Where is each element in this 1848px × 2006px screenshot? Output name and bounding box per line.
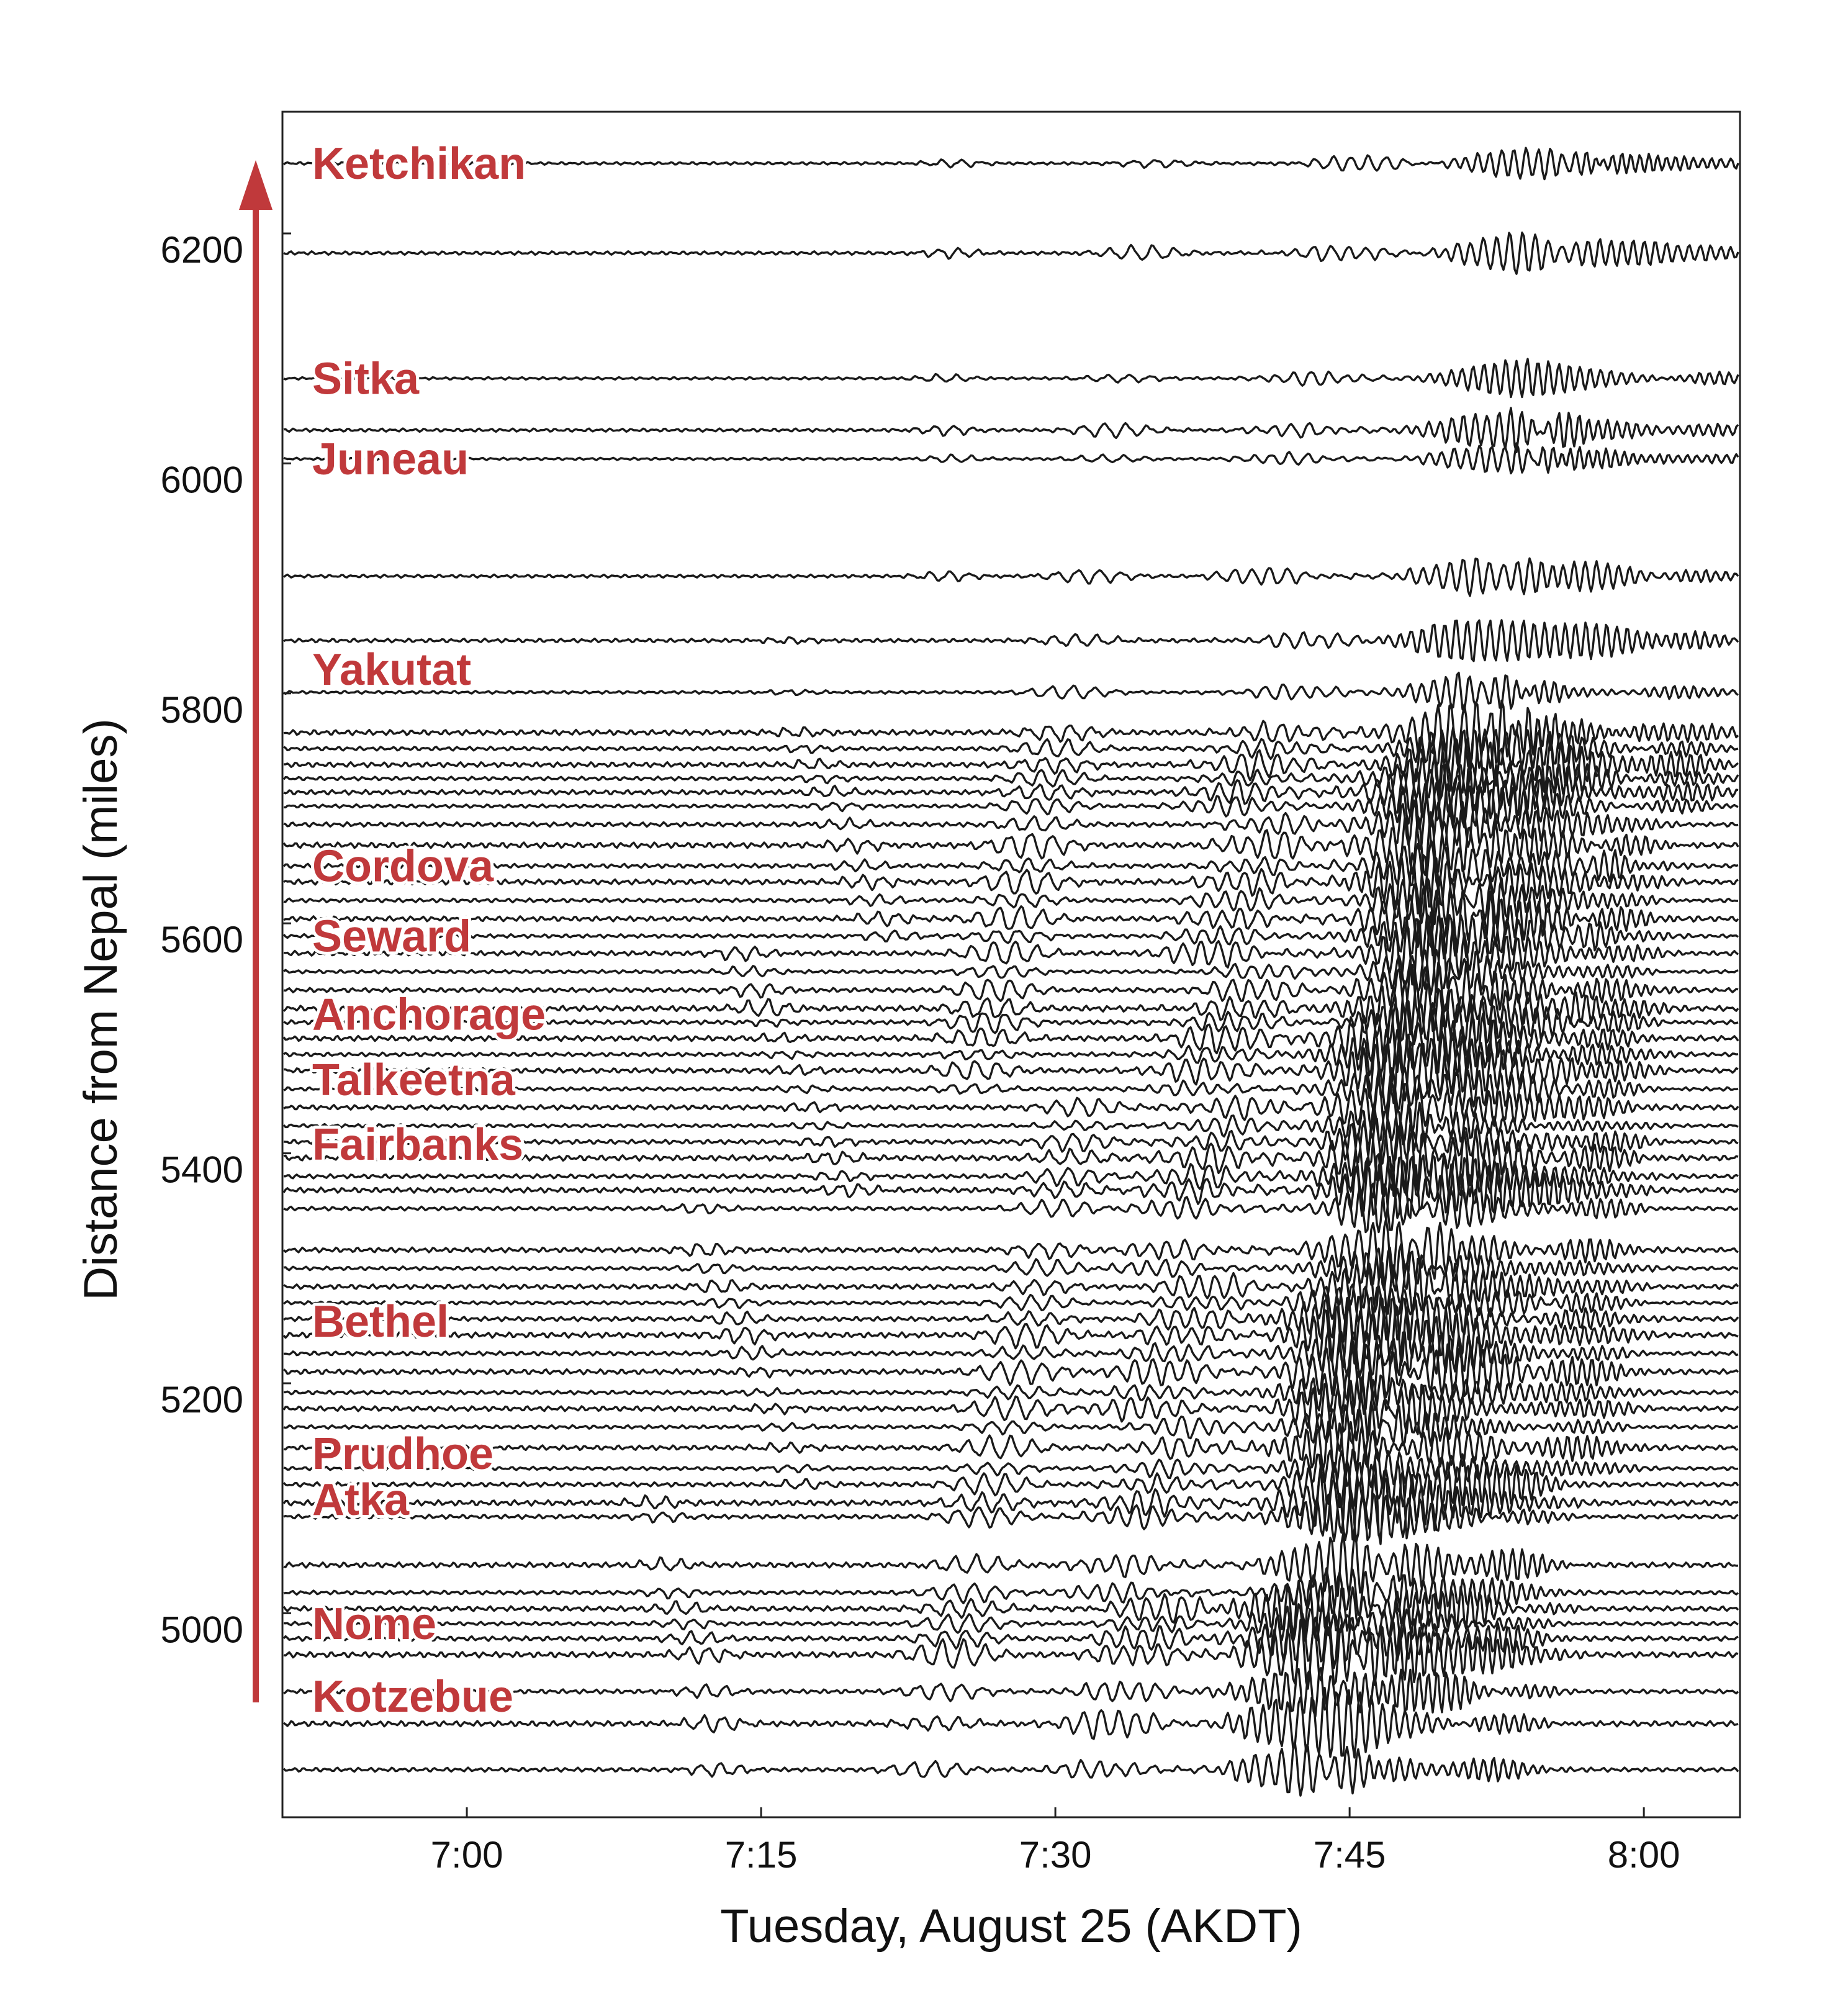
arrow-head <box>239 160 273 210</box>
y-axis <box>161 229 291 1650</box>
y-tick-label: 5000 <box>160 1609 243 1651</box>
station-label: Ketchikan <box>312 139 526 189</box>
station-label: Seward <box>312 911 472 962</box>
x-tick-label: 7:00 <box>430 1834 503 1876</box>
seismogram-trace <box>284 673 1738 712</box>
seismogram-trace <box>284 359 1738 397</box>
x-axis-title: Tuesday, August 25 (AKDT) <box>720 1900 1302 1953</box>
x-tick-label: 8:00 <box>1607 1834 1680 1876</box>
station-label: Fairbanks <box>312 1119 524 1170</box>
y-tick-label: 5200 <box>160 1379 243 1421</box>
seismogram-trace <box>284 620 1738 661</box>
station-label: Atka <box>312 1475 410 1525</box>
seismogram-trace <box>284 443 1738 473</box>
y-tick-label: 6000 <box>160 459 243 501</box>
y-axis-title: Distance from Nepal (miles) <box>74 718 127 1301</box>
x-tick-label: 7:30 <box>1019 1834 1092 1876</box>
seismogram-trace <box>284 408 1738 452</box>
y-tick-label: 6200 <box>160 229 243 271</box>
station-label: Juneau <box>312 435 469 485</box>
seismogram-trace <box>284 1340 1738 1403</box>
station-label: Kotzebue <box>312 1671 513 1722</box>
station-label: Anchorage <box>312 990 546 1040</box>
x-tick-label: 7:15 <box>724 1834 798 1876</box>
station-label: Yakutat <box>312 645 472 695</box>
seismogram-trace <box>284 233 1738 274</box>
seismogram-trace <box>284 558 1738 596</box>
seismogram-trace <box>284 1219 1738 1282</box>
station-label: Prudhoe <box>312 1429 494 1479</box>
station-label: Nome <box>312 1599 437 1650</box>
station-label: Sitka <box>312 354 420 404</box>
station-label: Talkeetna <box>312 1055 515 1106</box>
distance-arrow <box>239 160 273 1702</box>
station-label: Cordova <box>312 841 494 892</box>
x-tick-label: 7:45 <box>1313 1834 1386 1876</box>
y-tick-label: 5800 <box>160 689 243 731</box>
trace-group <box>284 148 1738 1796</box>
y-tick-label: 5600 <box>160 919 243 961</box>
y-tick-label: 5400 <box>160 1149 243 1191</box>
seismogram-trace <box>284 1742 1738 1796</box>
station-label: Bethel <box>312 1297 449 1347</box>
